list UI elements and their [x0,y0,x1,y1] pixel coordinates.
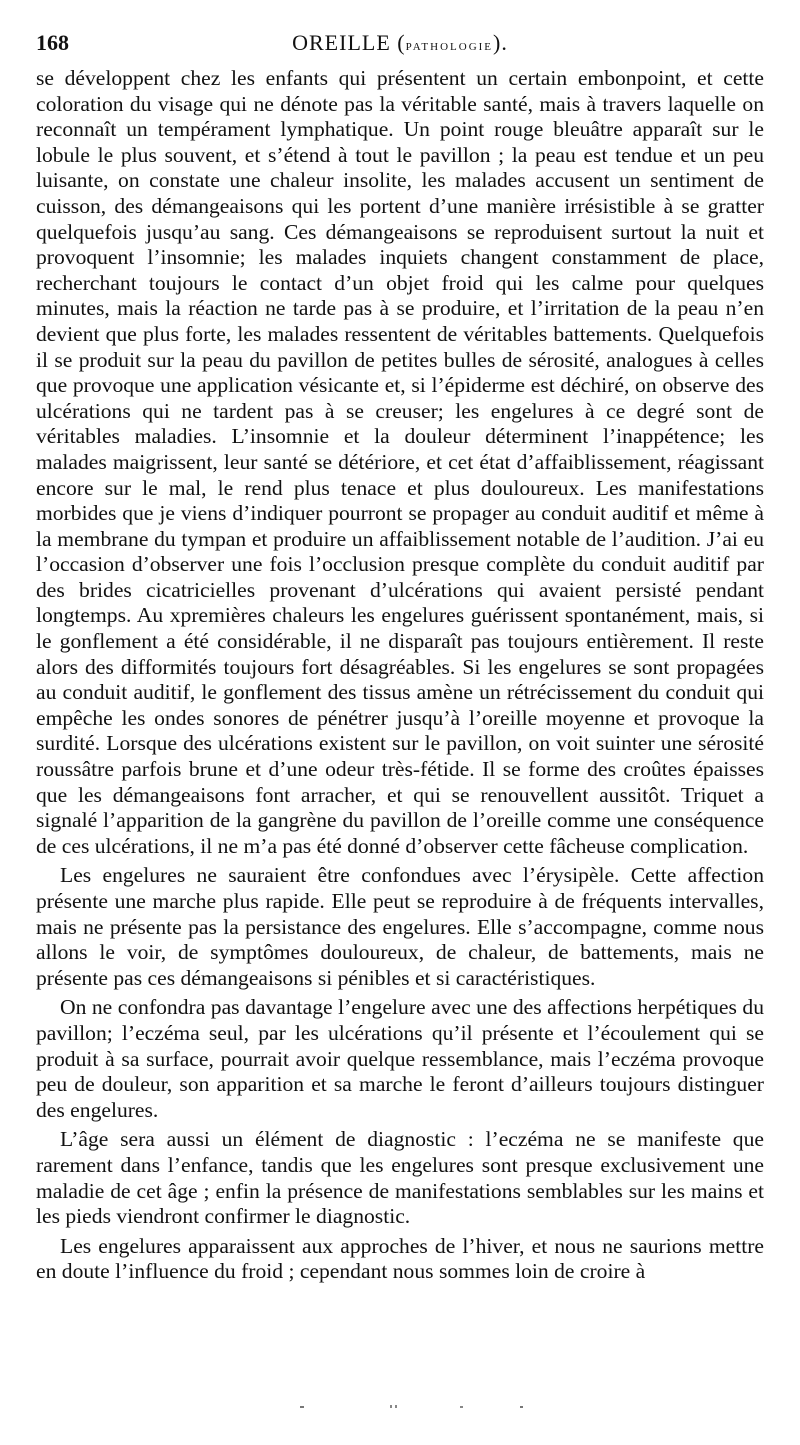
scan-artifact-marks [280,1404,560,1410]
paragraph-1: se développent chez les enfants qui présentent un certain embonpoint, et cette coloration du visage qui ne dénote pas la véritable santé, mais à travers laquelle on reconnaît un tempérament lymphatique. Un point rouge bleuâtre apparaît sur le lobule le plus souvent, et s’étend à tout le pavillon ; la peau est tendue et un peu luisante, on constate une chaleur insolite, les malades accusent un sentiment de cuisson, des démangeaisons qui les portent d’une manière irrésistible à se gratter quelquefois jusqu’au sang. Ces démangeaisons se reproduisent surtout la nuit et provoquent l’insomnie; les malades inquiets changent constamment de place, recherchant toujours le contact d’un objet froid qui les calme pour quelques minutes, mais la réaction ne tarde pas à se produire, et l’irritation de la peau n’en devient que plus forte, les malades ressentent de véritables battements. Quelquefois il se produit sur la peau du pavillon de petites bulles de sérosité, analogues à celles que provoque une application vésicante et, si l’épiderme est déchiré, on observe des ulcérations qui ne tardent pas à se creuser; les engelures à ce degré sont de véritables maladies. L’insomnie et la douleur déterminent l’inappétence; les malades maigrissent, leur santé se détériore, et cet état d’affaiblissement, réagissant encore sur le mal, le rend plus tenace et plus douloureux. Les manifestations morbides que je viens d’indiquer pourront se propager au conduit auditif et même à la membrane du tympan et produire un affaiblissement notable de l’audition. J’ai eu l’occasion d’observer une fois l’occlusion presque complète du conduit auditif par des brides cicatricielles provenant d’ulcérations qui avaient persisté pendant longtemps. Au xpremières chaleurs les engelures guérissent spontanément, mais, si le gonflement a été considérable, il ne disparaît pas toujours entièrement. Il reste alors des difformités toujours fort désagréables. Si les engelures se sont propagées au conduit auditif, le gonflement des tissus amène un rétrécissement du conduit qui empêche les ondes sonores de pénétrer jusqu’à l’oreille moyenne et provoque la surdité. Lorsque des ulcérations existent sur le pavillon, on voit suinter une sérosité roussâtre parfois brune et d’une odeur très-fétide. Il se forme des croûtes épaisses que les démangeaisons font arracher, et qui se renouvellent aussitôt. Triquet a signalé l’apparition de la gangrène du pavillon de l’oreille comme une conséquence de ces ulcérations, il ne m’a pas été donné d’observer cette fâcheuse complication. [36,66,764,858]
body-text [36,66,764,1285]
running-head-sub: pathologie [405,38,494,54]
page-number: 168 [36,30,69,55]
paragraph-4: L’âge sera aussi un élément de diagnostic : l’eczéma ne se manifeste que rarement dans l’enfance, tandis que les engelures sont presque exclusivement une maladie de cet âge ; enfin la présence de manifestations semblables sur les mains et les pieds viendront confirmer le diagnostic. [36,1127,764,1229]
paragraph-2: Les engelures ne sauraient être confondues avec l’érysipèle. Cette affection présente une marche plus rapide. Elle peut se reproduire à de fréquents intervalles, mais ne présente pas la persistance des engelures. Elle s’accompagne, comme nous allons le voir, de symptômes douloureux, de chaleur, de battements, mais ne présente pas ces démangeaisons si pénibles et si caractéristiques. [36,863,764,990]
page-header [36,30,764,62]
paragraph-3: On ne confondra pas davantage l’engelure avec une des affections herpétiques du pavillon; l’eczéma seul, par les ulcérations qu’il présente et l’écoulement qui se produit à sa surface, pourrait avoir quelque ressemblance, mais l’eczéma provoque peu de douleur, son apparition et sa marche le feront d’ailleurs toujours distinguer des engelures. [36,995,764,1122]
running-head-main: OREILLE ( [292,30,406,55]
running-head-close: ). [493,30,508,55]
paragraph-5: Les engelures apparaissent aux approches de l’hiver, et nous ne saurions mettre en doute l’influence du froid ; cependant nous sommes loin de croire à [36,1233,764,1284]
running-head [36,30,764,56]
